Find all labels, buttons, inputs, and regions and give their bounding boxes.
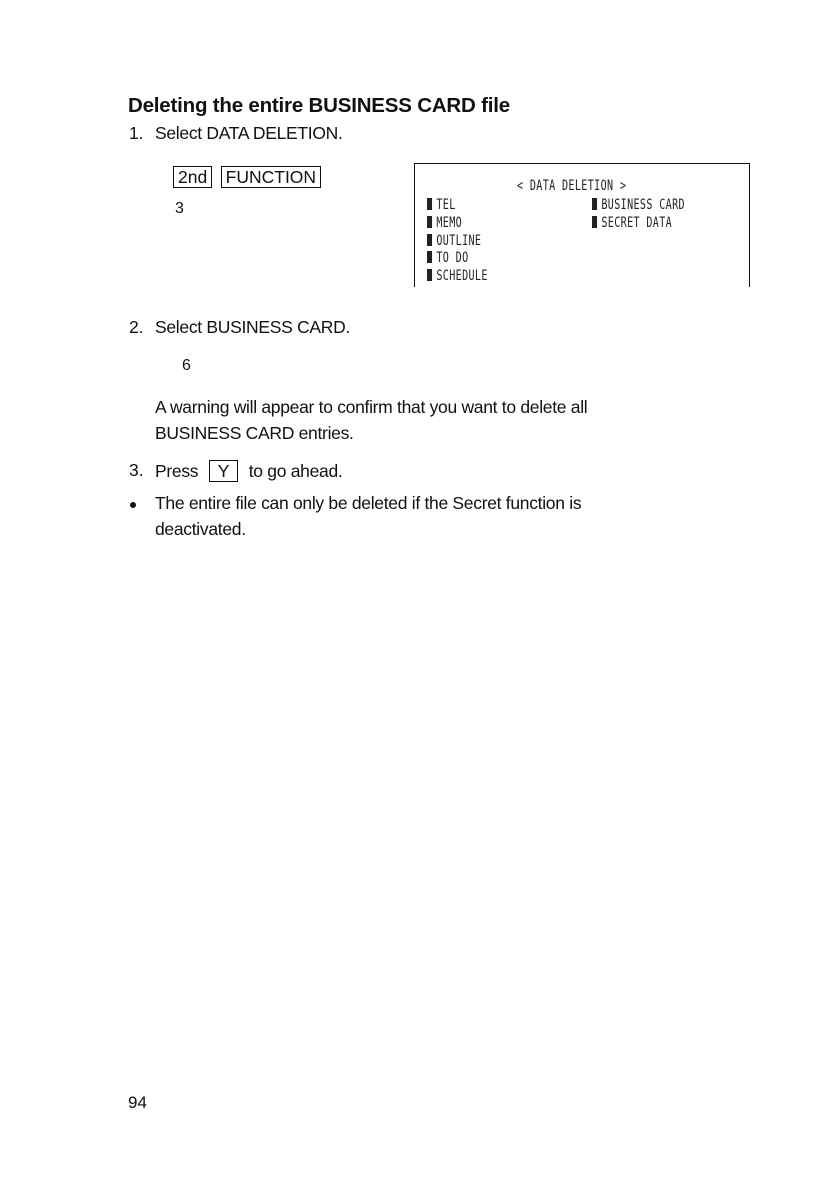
bullet-icon bbox=[130, 502, 136, 508]
warning-line-1: A warning will appear to confirm that you want to delete all bbox=[155, 397, 588, 417]
step-1-number: 1. bbox=[129, 123, 144, 143]
lcd-title: < DATA DELETION > bbox=[517, 178, 627, 194]
step-3-number: 3. bbox=[129, 460, 144, 480]
number-1-icon bbox=[427, 198, 432, 210]
key-sequence bbox=[173, 166, 321, 188]
lcd-item-outline: OUTLINE bbox=[427, 233, 481, 249]
note-line-1: The entire file can only be deleted if the Secret function is bbox=[155, 493, 582, 513]
section-heading: Deleting the entire BUSINESS CARD file bbox=[128, 94, 510, 117]
number-2-icon bbox=[427, 216, 432, 228]
lcd-item-tel: TEL bbox=[427, 197, 456, 213]
step-1-digit: 3 bbox=[175, 200, 184, 217]
number-6-icon bbox=[592, 198, 597, 210]
step-2-text: Select BUSINESS CARD. bbox=[155, 317, 351, 337]
note-line-2: deactivated. bbox=[155, 519, 246, 539]
number-4-icon bbox=[427, 251, 432, 263]
lcd-item-todo: TO DO bbox=[427, 250, 469, 266]
step-2-digit: 6 bbox=[182, 357, 191, 374]
key-y: Y bbox=[209, 460, 238, 482]
number-7-icon bbox=[592, 216, 597, 228]
lcd-item-business-card: BUSINESS CARD bbox=[592, 197, 685, 213]
page-number: 94 bbox=[128, 1093, 147, 1112]
note-paragraph bbox=[155, 490, 581, 542]
lcd-item-secret-data: SECRET DATA bbox=[592, 215, 672, 231]
number-5-icon bbox=[427, 269, 432, 281]
lcd-item-schedule: SCHEDULE bbox=[427, 268, 488, 284]
key-function: FUNCTION bbox=[221, 166, 321, 188]
warning-line-2: BUSINESS CARD entries. bbox=[155, 423, 354, 443]
step-2-number: 2. bbox=[129, 317, 144, 337]
warning-paragraph bbox=[155, 394, 587, 446]
key-2nd: 2nd bbox=[173, 166, 212, 188]
number-3-icon bbox=[427, 234, 432, 246]
step-3-text: Press Y to go ahead. bbox=[155, 461, 343, 481]
lcd-screen bbox=[414, 163, 750, 287]
lcd-item-memo: MEMO bbox=[427, 215, 462, 231]
step-1-text: Select DATA DELETION. bbox=[155, 123, 343, 143]
